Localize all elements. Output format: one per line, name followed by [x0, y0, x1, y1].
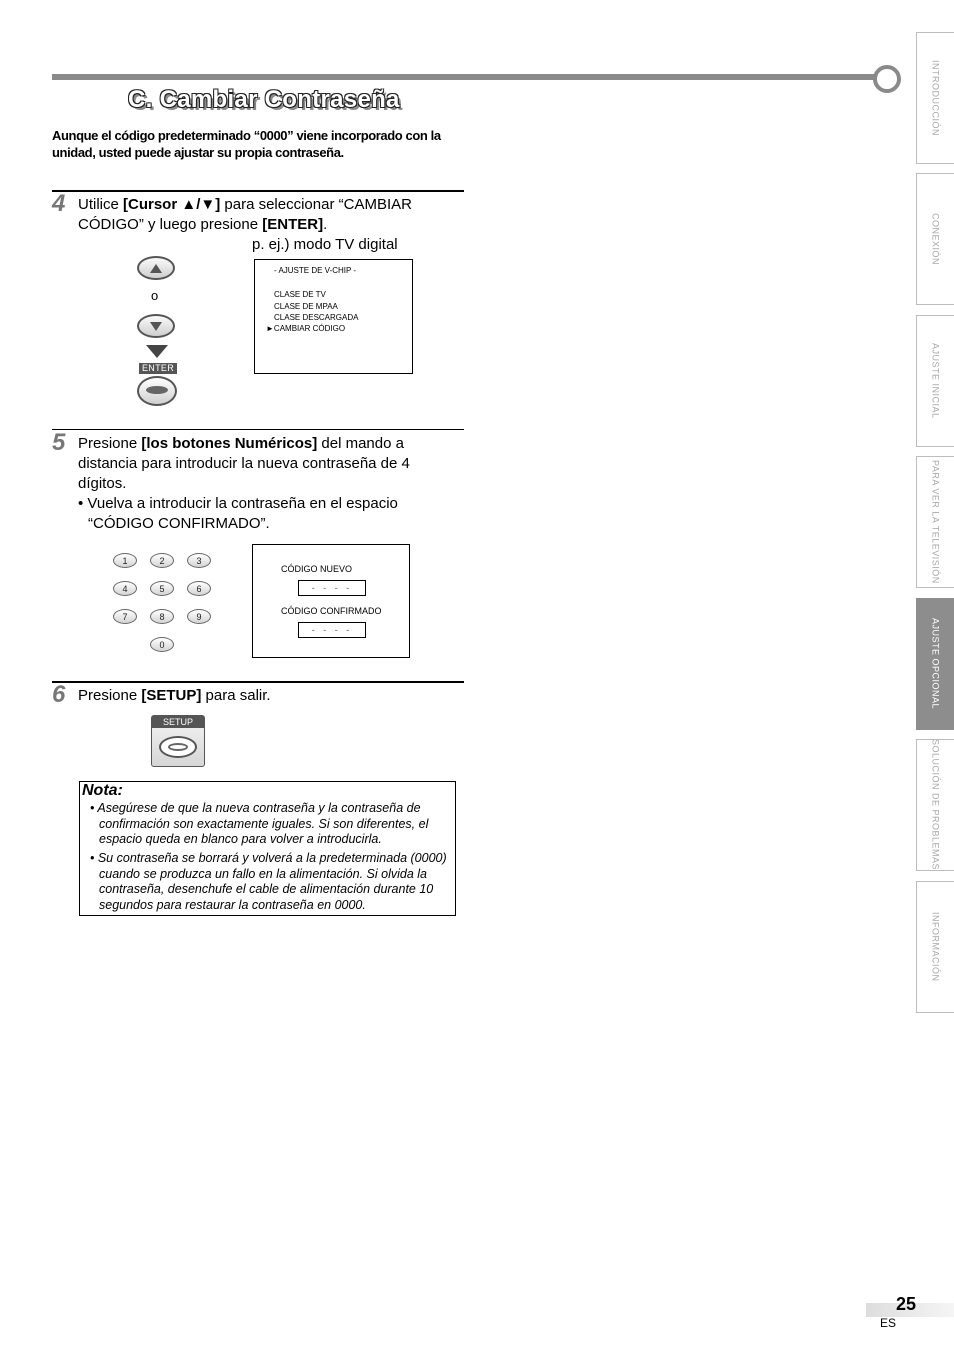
number-0-button[interactable]: 0 [150, 637, 174, 652]
menu-item[interactable]: CLASE DE MPAA [274, 302, 338, 311]
number-6-button[interactable]: 6 [187, 581, 211, 596]
step4-rule [52, 190, 464, 192]
step5-number: 5 [52, 429, 66, 456]
number-9-button[interactable]: 9 [187, 609, 211, 624]
note-item: • Su contraseña se borrará y volverá a la predeterminada (0000) cuando se produzca un fallo en la alimentación. Si olvida la contraseña, desenchufe el cable de alimentación durante 10 segundos para restaurar la contraseña en 0000. [90, 851, 447, 912]
step5-text: Presione [los botones Numéricos] del mando a distancia para introducir la nueva contraseña de 4 dígitos. [78, 435, 410, 492]
confirm-code-label: CÓDIGO CONFIRMADO [281, 606, 382, 616]
number-2-button[interactable]: 2 [150, 553, 174, 568]
triangle-up-icon [150, 264, 162, 273]
enter-label: ENTER [139, 363, 177, 374]
step5-bullet: • Vuelva a introducir la contraseña en el espacio “CÓDIGO CONFIRMADO”. [78, 495, 398, 532]
step6-text: Presione [SETUP] para salir. [78, 687, 271, 704]
number-5-button[interactable]: 5 [150, 581, 174, 596]
tab-conexion[interactable]: CONEXIÓN [916, 173, 954, 305]
cursor-up-button[interactable] [137, 256, 175, 280]
new-code-label: CÓDIGO NUEVO [281, 564, 353, 574]
tab-para-ver-la-television[interactable]: PARA VER LA TELEVISIÓN [916, 456, 954, 588]
tab-solucion-de-problemas[interactable]: SOLUCIÓN DE PROBLEMAS [916, 739, 954, 871]
menu-item-selected[interactable]: ►CAMBIAR CÓDIGO [266, 324, 346, 333]
cursor-down-button[interactable] [137, 314, 175, 338]
note-item: • Asegúrese de que la nueva contraseña y la contraseña de confirmación son exactamente iguales. Si son diferentes, el espacio queda en blanco para volver a introducirla. [90, 801, 429, 847]
menu-item[interactable]: CLASE DE TV [274, 290, 326, 299]
intro-text: Aunque el código predeterminado “0000” viene incorporado con la unidad, usted puede ajustar su propia contraseña. [52, 128, 441, 160]
tab-informacion[interactable]: INFORMACIÓN [916, 881, 954, 1013]
vchip-screen-title: - AJUSTE DE V-CHIP - [274, 266, 357, 275]
example-label: p. ej.) modo TV digital [252, 236, 398, 253]
enter-oval-icon [146, 386, 168, 394]
tab-ajuste-opcional[interactable]: AJUSTE OPCIONAL [916, 598, 954, 730]
note-box [79, 781, 456, 916]
tab-introduccion[interactable]: INTRODUCCIÓN [916, 32, 954, 164]
new-code-field[interactable]: - - - - [298, 580, 366, 596]
confirm-code-field[interactable]: - - - - [298, 622, 366, 638]
page-title: C. Cambiar Contraseña [128, 86, 400, 113]
note-title: Nota: [82, 782, 123, 799]
step6-number: 6 [52, 681, 66, 708]
enter-button[interactable] [137, 376, 177, 406]
vchip-screen [254, 259, 413, 374]
page-number: 25 [896, 1294, 917, 1314]
tab-ajuste-inicial[interactable]: AJUSTE INICIAL [916, 315, 954, 447]
triangle-down-icon [150, 322, 162, 331]
number-4-button[interactable]: 4 [113, 581, 137, 596]
or-label: o [151, 288, 159, 303]
arrow-down-icon [146, 345, 168, 358]
number-8-button[interactable]: 8 [150, 609, 174, 624]
menu-item[interactable]: CLASE DESCARGADA [274, 313, 359, 322]
step4-number: 4 [52, 190, 66, 217]
number-3-button[interactable]: 3 [187, 553, 211, 568]
code-screen [252, 544, 410, 658]
step5-rule [52, 429, 464, 430]
step4-text: Utilice [Cursor ▲/▼] para seleccionar “CAMBIAR CÓDIGO” y luego presione [ENTER]. [78, 196, 412, 233]
cursor-icon: ► [266, 324, 274, 333]
setup-button[interactable] [151, 715, 205, 767]
setup-label: SETUP [152, 716, 204, 728]
step6-rule [52, 681, 464, 683]
number-1-button[interactable]: 1 [113, 553, 137, 568]
header-circle [873, 65, 901, 93]
number-7-button[interactable]: 7 [113, 609, 137, 624]
header-rule [52, 74, 878, 80]
setup-oval-icon [159, 736, 197, 758]
page-language: ES [880, 1316, 897, 1330]
